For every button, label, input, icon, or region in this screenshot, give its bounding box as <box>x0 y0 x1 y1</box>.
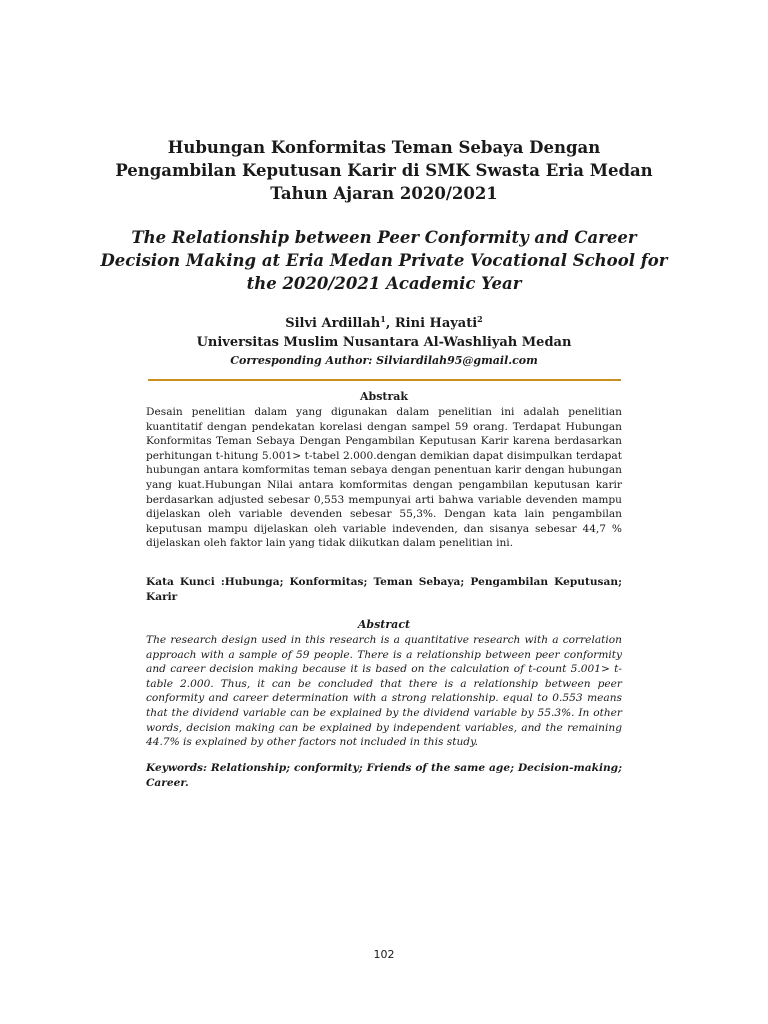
abstract-text: The research design used in this research is a quantitative research with a correlation approach with a sample of 59 people. There is a relationship between peer conformity and career decision making because it is based on the calculation of t-count 5.001> t-table 2.000. Thus, it can be concluded that there is a relationship between peer conformity and career determination with a strong relationship. equal to 0.553 means that the dividend variable can be explained by the dividend variable by 55.3%. In other words, decision making can be explained by independent variables, and the remaining 44.7% is explained by other factors not included in this study. <box>146 634 622 749</box>
author-name: Silvi Ardillah <box>285 316 381 331</box>
title-english: The Relationship between Peer Conformity and Career Decision Making at Eria Medan Private Vocational School for the 2020/2021 Academic Year <box>100 228 668 293</box>
kata-kunci: Kata Kunci :Hubunga; Konformitas; Teman Sebaya; Pengambilan Keputusan; Karir <box>146 576 622 603</box>
abstrak-heading: Abstrak <box>359 390 409 403</box>
abstrak-text: Desain penelitian dalam yang digunakan dalam penelitian ini adalah penelitian kuantitatif dengan pendekatan korelasi dengan sampel 59 orang. Terdapat Hubungan Konformitas Teman Sebaya Dengan Pengambilan Keputusan Karir karena berdasarkan perhitungan t-hitung 5.001> t-tabel 2.000.dengan demikian dapat disimpulkan terdapat hubungan antara komformitas teman sebaya dengan penentuan karir dengan hubungan yang kuat.Hubungan Nilai antara komformitas dengan pengambilan keputusan karir berdasarkan adjusted sebesar 0,553 mempunyai arti bahwa variable devenden mampu dijelaskan oleh variable devenden sebesar 55,3%. Dengan kata lain pengambilan keputusan mampu dijelaskan oleh variable indevenden, dan sisanya sebesar 44,7 % dijelaskan oleh faktor lain yang tidak diikutkan dalam penelitian ini. <box>146 406 622 550</box>
page-number: 102 <box>373 948 395 961</box>
divider-rule <box>148 379 621 381</box>
author-name: Rini Hayati <box>394 316 478 331</box>
title-indonesian: Hubungan Konformitas Teman Sebaya Dengan Pengambilan Keputusan Karir di SMK Swasta Eria Medan Tahun Ajaran 2020/2021 <box>115 138 653 203</box>
keywords: Keywords: Relationship; conformity; Friends of the same age; Decision-making; Career. <box>146 762 622 789</box>
affiliation: Universitas Muslim Nusantara Al-Washliyah Medan <box>196 335 572 350</box>
affiliation-marker: 1 <box>380 314 386 324</box>
author-list <box>100 315 668 333</box>
abstract-heading: Abstract <box>357 618 411 631</box>
corresponding-author: Corresponding Author: Silviardilah95@gmail.com <box>230 354 538 367</box>
affiliation-marker: 2 <box>477 314 483 324</box>
author-separator: , <box>385 316 395 331</box>
